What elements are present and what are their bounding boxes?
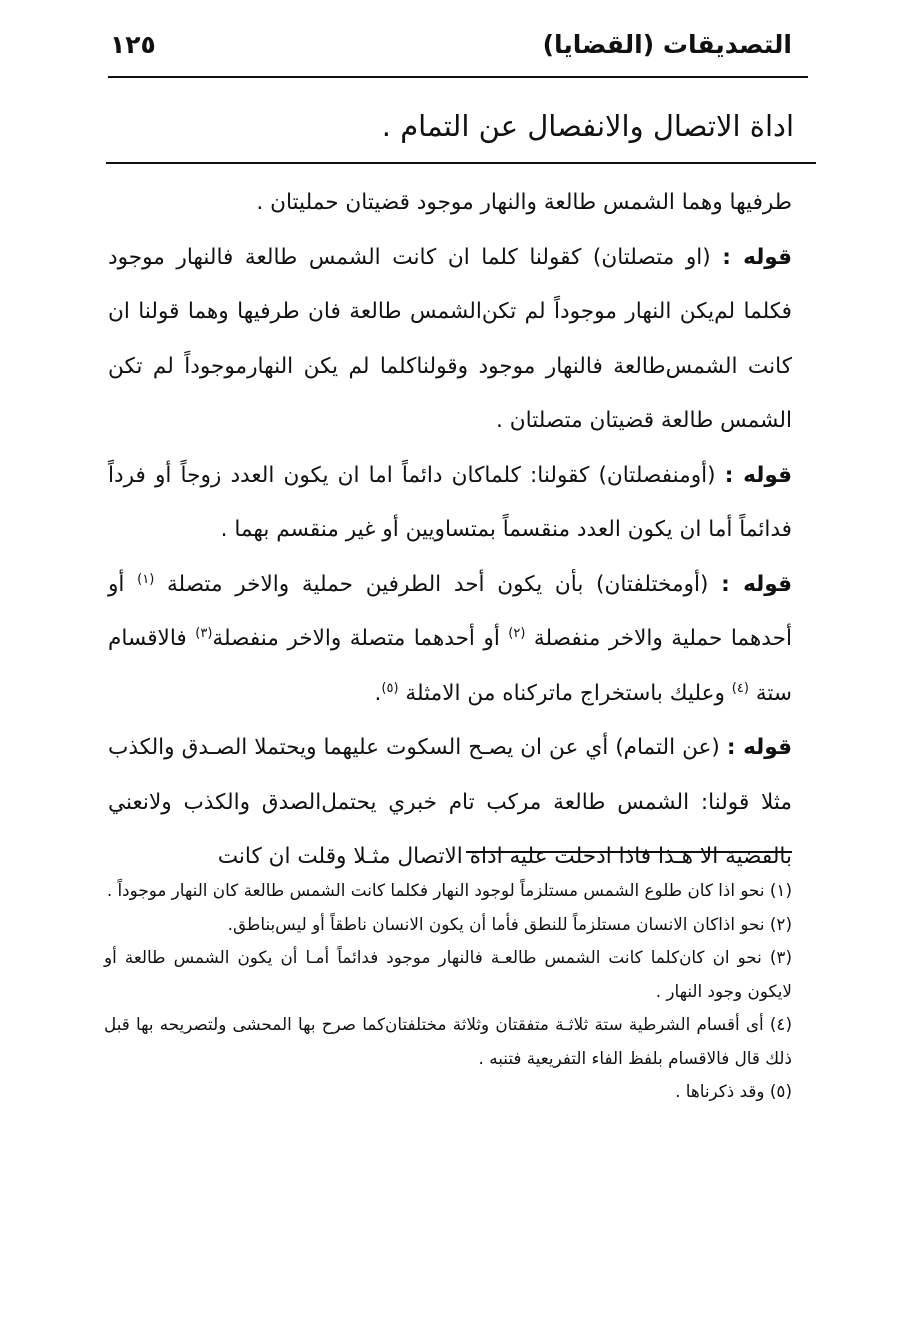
paragraph: طرفيها وهما الشمس طالعة والنهار موجود قضيتان حمليتان . (256, 190, 792, 215)
footnote: (٢) نحو اذاكان الانسان مستلزماً للنطق فأما أن يكون الانسان ناطقاً أو ليس‌بناطق. (227, 913, 792, 934)
page-number: ١٢٥ (110, 30, 156, 59)
paragraph (108, 558, 792, 722)
footnote-marker: (٣) (195, 625, 213, 641)
paragraph-lead: قوله : (722, 244, 792, 270)
paragraph-text: (أومختلفتان) بأن يكون أحد الطرفين حملية والاخر متصلة (166, 571, 709, 597)
footnote-divider (466, 851, 792, 853)
footnote: (٤) أى أقسام الشرطية ستة ثلاثـة متفقتان وثلاثة مختلفتان‌كما صرح بها المحشى ولتصريحه بها قبل ذلك قال فالاقسام بلفظ الفاء التفريعية فتنبه . (104, 1014, 792, 1068)
paragraph (108, 449, 792, 558)
footnotes (104, 874, 792, 1109)
matn-text: اداة الاتصال والانفصال عن التمام . (381, 109, 794, 143)
paragraph-text: (عن التمام) أي عن ان يصـح السكوت عليهما ويحتملا الصـدق والكذب مثلا قولنا: الشمس طالعة مركب تام خبري يحتمل‌الصدق والكذب ولانعني بالقضية الا هـذا فاذا ادخلت عليه اداة الاتصال مثـلا وقلت ان كانت (108, 735, 792, 869)
paragraph-lead: قوله : (724, 462, 793, 488)
paragraph-text: وعليك باستخراج ماتركناه من الامثلة (405, 680, 725, 706)
running-title: التصديقات (القضايا) (542, 30, 792, 59)
paragraph (108, 231, 792, 449)
header-divider (108, 76, 808, 78)
footnote: (٥) وقد ذكرناها . (675, 1081, 792, 1101)
footnote-marker: (٢) (508, 625, 526, 641)
paragraph-text: (او متصلتان) كقولنا كلما ان كانت الشمس طالعة فالنهار موجود فكلما لم‌يكن النهار موجوداً لم تكن‌الشمس طالعة فان طرفيها وهما قولنا ان كانت الشمس‌طالعة فالنهار موجود وقولناكلما لم يكن النهارموجوداً لم تكن الشمس طالعة قضيتان متصلتان . (108, 244, 792, 433)
paragraph (108, 721, 792, 885)
paragraph-text: فالاقسام ستة (108, 626, 792, 706)
footnote-marker: (١) (137, 571, 155, 587)
paragraph-lead: قوله : (726, 735, 792, 760)
paragraph-text: . (374, 680, 382, 706)
footnote-marker: (٤) (731, 680, 749, 696)
paragraph-text: أو أحدهما حملية والاخر منفصلة (108, 571, 792, 651)
footnote: (١) نحو اذا كان طلوع الشمس مستلزماً لوجود النهار فكلما كانت الشمس طالعة كان النهار موجوداً . (106, 880, 792, 900)
footnote: (٣) نحو ان كان‌كلما كانت الشمس طالعـة فالنهار موجود فدائماً أمـا أن يكون الشمس طالعة أو لايكون وجود النهار . (104, 947, 792, 1001)
footnote-marker: (٥) (381, 680, 399, 696)
commentary-body (108, 176, 792, 885)
matn-divider (106, 162, 816, 164)
page-header (110, 30, 792, 70)
paragraph-text: (أومنفصلتان) كقولنا: كلماكان دائماً اما ان يكون العدد زوجاً أو فرداً فدائماً أما ان يكون العدد منقسماً بمتساويين أو غير منقسم بهما . (108, 462, 792, 542)
paragraph-text: أو أحدهما متصلة والاخر منفصلة (212, 626, 500, 651)
paragraph-lead: قوله : (721, 571, 792, 597)
